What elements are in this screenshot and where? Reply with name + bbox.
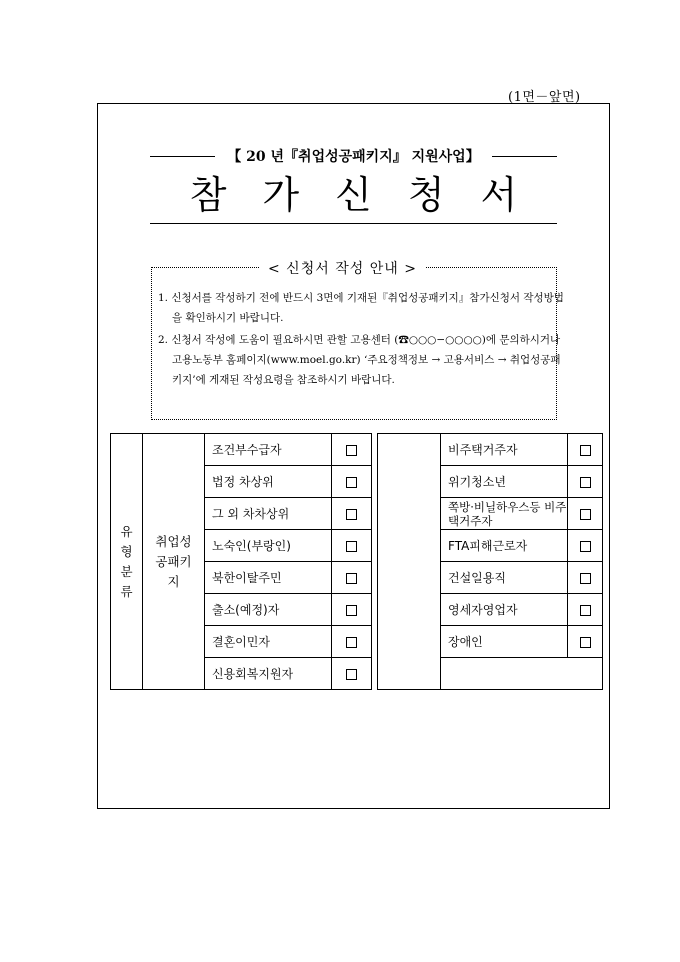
subtitle-rule-left: [150, 156, 215, 157]
title-underline: [150, 223, 557, 224]
guide-heading: < 신청서 작성 안내 >: [260, 258, 425, 278]
subtitle-row: [150, 144, 557, 168]
checkbox-icon: [346, 477, 357, 488]
right-item-label: 건설일용직: [441, 562, 568, 594]
checkbox-icon: [346, 509, 357, 520]
right-item-label: 쪽방·비닐하우스등 비주택거주자: [441, 498, 568, 530]
left-item-label: 노숙인(부랑인): [205, 530, 332, 562]
checkbox-icon: [580, 637, 591, 648]
checkbox-icon: [346, 541, 357, 552]
checkbox-icon: [580, 541, 591, 552]
checkbox-icon: [580, 573, 591, 584]
guide-item-2: 2. 신청서 작성에 도움이 필요하시면 관할 고용센터 (☎○○○−○○○○)에 문의하시거나 고용노동부 홈페이지(www.moel.go.kr) ‘주요정책정보 → 고용서비스 → 취업성공패키지’에 게재된 작성요령을 참조하시기 바랍니다.: [158, 334, 561, 386]
left-item-label: 신용회복지원자: [205, 658, 332, 690]
left-item-checkbox[interactable]: [332, 594, 372, 626]
category-label: 취업성공패키지: [143, 434, 205, 690]
checkbox-icon: [580, 477, 591, 488]
guide-item-1: 1. 신청서를 작성하기 전에 반드시 3면에 기재된『취업성공패키지』참가신청서 작성방법을 확인하시기 바랍니다.: [158, 292, 564, 324]
left-item-checkbox[interactable]: [332, 626, 372, 658]
right-item-label: 장애인: [441, 626, 568, 658]
right-item-checkbox[interactable]: [568, 530, 603, 562]
right-item-label: 비주택거주자: [441, 434, 568, 466]
right-item-checkbox[interactable]: [568, 498, 603, 530]
left-item-checkbox[interactable]: [332, 498, 372, 530]
checkbox-icon: [346, 573, 357, 584]
empty-cell: [441, 658, 603, 690]
right-item-checkbox[interactable]: [568, 434, 603, 466]
checkbox-icon: [346, 445, 357, 456]
left-item-label: 법정 차상위: [205, 466, 332, 498]
form-title: 참가신청서: [189, 173, 554, 217]
type-classification-table: [110, 433, 608, 690]
left-item-checkbox[interactable]: [332, 562, 372, 594]
right-item-label: 영세자영업자: [441, 594, 568, 626]
left-item-label: 결혼이민자: [205, 626, 332, 658]
checkbox-icon: [346, 669, 357, 680]
section-label: 유형분류: [111, 434, 143, 690]
left-item-label: 출소(예정)자: [205, 594, 332, 626]
right-item-checkbox[interactable]: [568, 466, 603, 498]
left-item-label: 북한이탈주민: [205, 562, 332, 594]
left-item-label: 그 외 차차상위: [205, 498, 332, 530]
right-item-checkbox[interactable]: [568, 626, 603, 658]
right-item-label: FTA피해근로자: [441, 530, 568, 562]
checkbox-icon: [580, 445, 591, 456]
page-label: (1면－앞면): [508, 90, 581, 105]
checkbox-icon: [346, 605, 357, 616]
right-item-label: 위기청소년: [441, 466, 568, 498]
checkbox-icon: [346, 637, 357, 648]
left-item-checkbox[interactable]: [332, 466, 372, 498]
right-item-checkbox[interactable]: [568, 562, 603, 594]
blank-cell: [378, 434, 441, 690]
right-margin-cell: [603, 434, 608, 690]
left-item-label: 조건부수급자: [205, 434, 332, 466]
right-item-checkbox[interactable]: [568, 594, 603, 626]
subtitle: 【 20 년『취업성공패키지』 지원사업】: [227, 149, 480, 165]
left-item-checkbox[interactable]: [332, 530, 372, 562]
checkbox-icon: [580, 605, 591, 616]
left-item-checkbox[interactable]: [332, 658, 372, 690]
left-item-checkbox[interactable]: [332, 434, 372, 466]
subtitle-rule-right: [492, 156, 557, 157]
checkbox-icon: [580, 509, 591, 520]
